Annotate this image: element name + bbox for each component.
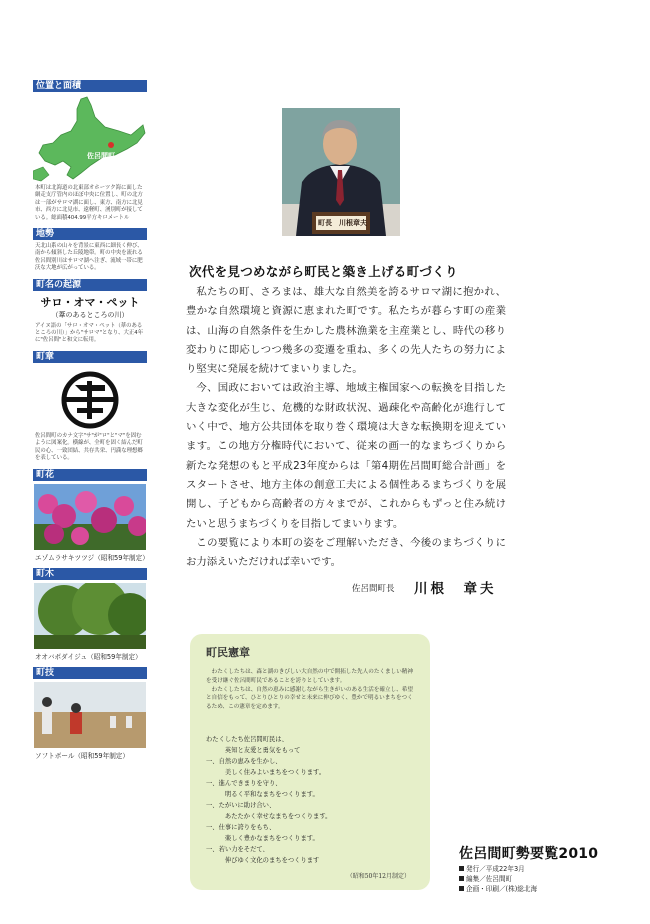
publication-title: 佐呂間町勢要覧2010 (459, 846, 599, 862)
origin-text: アイヌ語の「サロ・オマ・ペット（葦のあるところの川）」から"サロマ"となり、大正4年に"佐呂間"と和文に転用。 (35, 322, 144, 344)
charter-line: 一、たがいに助け合い、 (206, 802, 276, 809)
message-heading: 次代を見つめながら町民と築き上げる町づくり (189, 264, 458, 279)
town-emblem-icon (61, 371, 119, 429)
sport-photo (34, 682, 146, 748)
charter-articles (206, 734, 421, 866)
charter-line: 一、進んできまりを守り、 (206, 780, 282, 787)
sidebar (33, 80, 147, 766)
terrain-heading: 地勢 (33, 228, 147, 240)
charter-line: 明るく平和なまちをつくります。 (206, 791, 319, 798)
message-paragraph: 今、国政においては政治主導、地域主権国家への転換を目指した大きな変化が生じ、危機的な財政状況、過疎化や高齢化が進行していく中で、地方公共団体を取り巻く環境は大きな転換期を迎えています。この地方分権時代において、従来の画一的なまちづくりから新たな発想のもと平成23年度からは「第4期佐呂間町総合計画」をスタートさせ、地方主体の創意工夫による個性あるまちづくりを展開し、子どもから高齢者の方々までが、これからもずっと住み続けたいと思うまちづくりを目指してまいります。 (186, 382, 506, 530)
flower-heading: 町花 (33, 469, 147, 481)
tree-photo (34, 583, 146, 649)
message-paragraph: 私たちの町、さろまは、雄大な自然美を誇るサロマ湖に抱かれ、豊かな自然環境と資源に恵まれた町です。私たちが暮らす町の産業は、山海の自然条件を生かした農林漁業を主産業とし、時代の移り変わりに即応しつつ幾多の変遷を重ね、多くの先人たちの努力により堅実に発展を続けてまいりました。 (186, 286, 506, 376)
publication-info-text: 発行／平成22年3月 (466, 865, 525, 873)
charter-preamble-paragraph: わたくしたちは、森と湖のきびしい大自然の中で開拓した先人のたくましい精神を受け継ぐ佐呂間町民であることを誇りとしています。 (206, 669, 413, 684)
hokkaido-map (33, 95, 147, 183)
charter-line: 美しく住みよいまちをつくります。 (206, 769, 326, 776)
flower-photo (34, 484, 146, 550)
charter-line: 一、仕事に誇りをもち、 (206, 824, 276, 831)
publication-info-text: 編集／佐呂間町 (466, 875, 513, 883)
charter-preamble-paragraph: わたくしたちは、自然の恵みに感謝しながら生きがいのある生活を確立し、希望と自信をもって、ひとりひとりの幸せと未来に伸びゆく、豊かで明るいまちをつくるため、この憲章を定めます。 (206, 686, 413, 711)
mayor-nameplate: 町長 川根章夫 (318, 219, 367, 227)
location-text: 本町は北海道の北東部オホーツク海に面した網走支庁管内のほぼ中央に位置し、町の北方は一部がサロマ湖に面し、東方、南方に北見市、西方に北見市、遠軽町、湧別町が接している。総面積404.99平方キロメートル (35, 185, 143, 221)
map-town-label: 佐呂間町 (87, 152, 115, 160)
sport-heading: 町技 (33, 667, 147, 679)
charter-line: 一、若い力をそだて、 (206, 846, 269, 853)
publication-info-line (459, 874, 537, 884)
charter-title: 町民憲章 (206, 646, 250, 659)
publication-info (459, 864, 537, 894)
origin-subtitle: （葦のあるところの川） (51, 310, 129, 319)
charter-line: 一、自然の恵みを生かし、 (206, 758, 282, 765)
location-marker-icon (107, 141, 115, 149)
message-paragraph: この要覧により本町の姿をご理解いただき、今後のまちづくりにお力添えいただければ幸いです。 (186, 536, 506, 569)
charter-line: あたたかく幸せなまちをつくります。 (206, 813, 332, 820)
flower-caption: エゾムラサキツツジ（昭和59年制定） (35, 553, 149, 562)
tree-caption: オオバボダイジュ（昭和59年制定） (35, 652, 142, 661)
message-body (186, 283, 506, 572)
origin-heading: 町名の起源 (33, 279, 147, 291)
mayor-photo (282, 108, 400, 236)
publication-info-line (459, 864, 537, 874)
signature-name: 川根 章夫 (414, 581, 497, 597)
charter-line: 英知と友愛と勇気をもって (206, 747, 301, 754)
sport-caption: ソフトボール（昭和59年制定） (35, 751, 129, 760)
emblem-text: 佐呂間町のカナ文字"サ"が"ロ"と"マ"を固むように図案化。横線が、全町を固く結んだ町民の心、一致団結、共存共栄、円満な理想郷を表している。 (35, 432, 143, 462)
charter-preamble (206, 668, 416, 712)
hokkaido-map-icon (33, 95, 147, 183)
location-heading: 位置と面積 (33, 80, 147, 92)
charter-line: わたくしたち佐呂間町民は、 (206, 736, 288, 743)
charter-line: 楽しく豊かなまちをつくります。 (206, 835, 319, 842)
signature-role: 佐呂間町長 (352, 584, 395, 594)
origin-title: サロ・オマ・ペット (40, 295, 140, 309)
charter-line: 伸びゆく文化のまちをつくります (206, 857, 320, 864)
publication-info-text: 企画・印刷／(株)総北海 (466, 885, 538, 893)
town-charter-box (190, 634, 430, 890)
emblem-heading: 町章 (33, 351, 147, 363)
publication-info-line (459, 884, 537, 894)
tree-heading: 町木 (33, 568, 147, 580)
terrain-text: 天北山系の山々を背景に東西に細長く伸び、南から傾斜した丘陵地帯。町の中央を流れる佐呂間別川はサロマ湖へ注ぎ、流域一帯に肥沃な大地が広がっている。 (35, 243, 143, 272)
charter-date: （昭和50年12月制定） (346, 873, 410, 880)
